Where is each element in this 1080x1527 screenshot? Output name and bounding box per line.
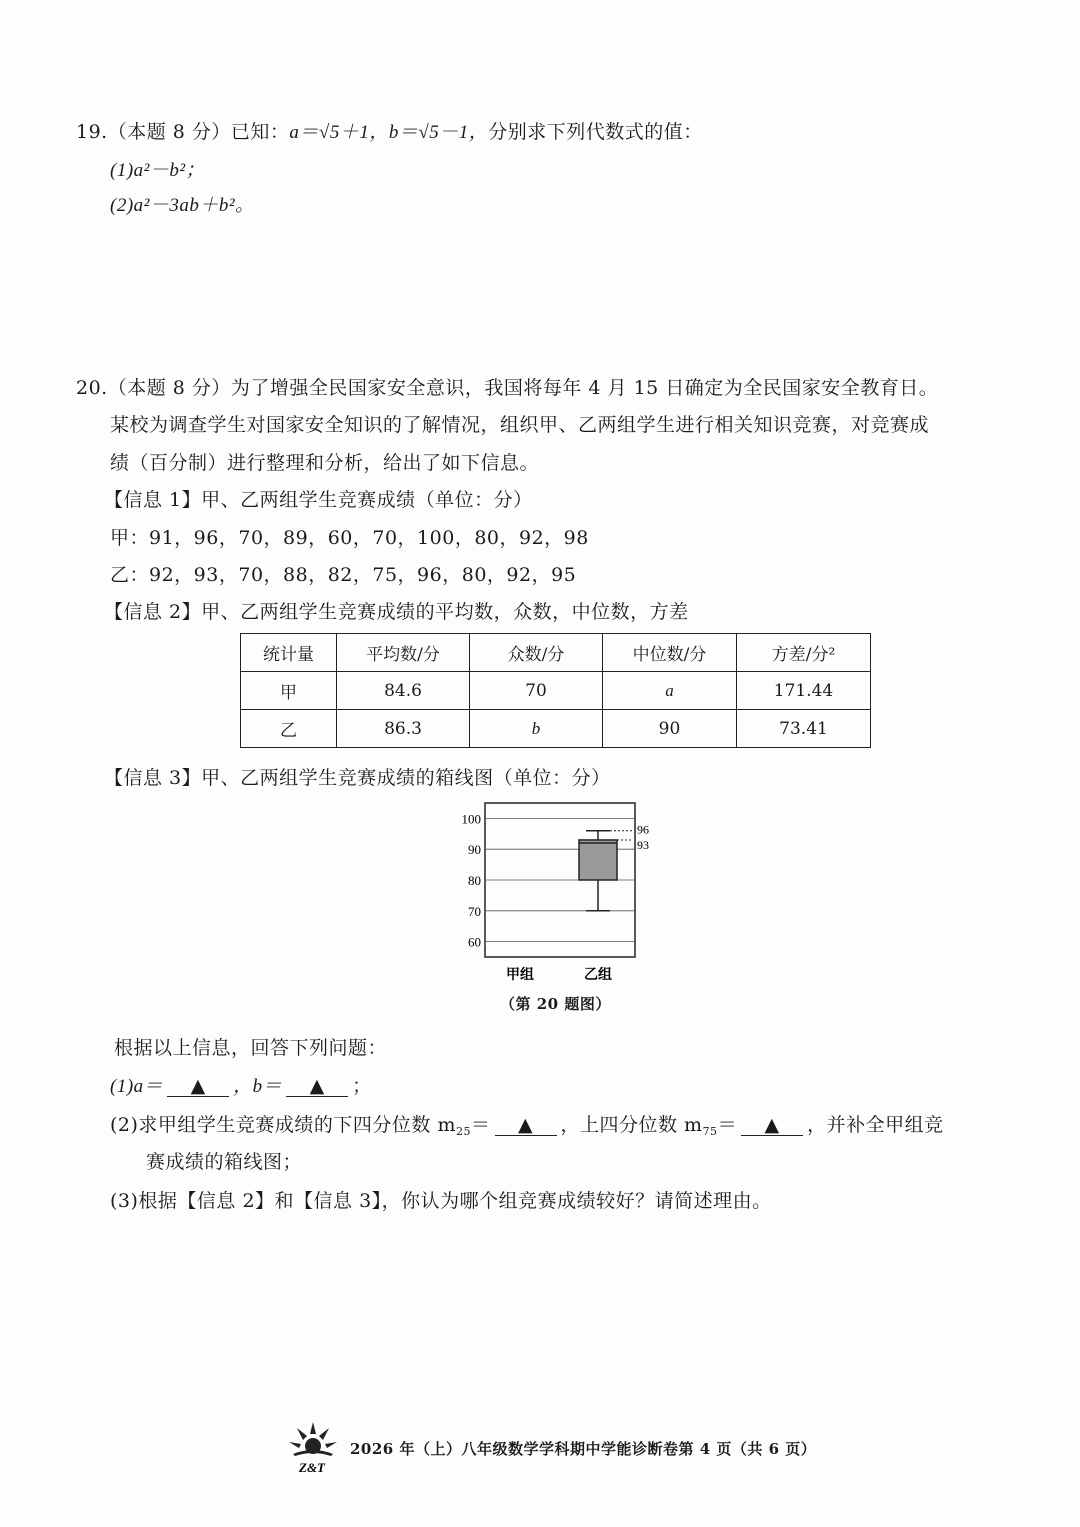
answer-blank-b[interactable]: ▲ — [286, 1076, 348, 1097]
question-3: (3)根据【信息 2】和【信息 3】，你认为哪个组竞赛成绩较好？请简述理由。 — [110, 1190, 772, 1212]
info1-jia-scores: 甲：91，96，70，89，60，70，100，80，92，98 — [110, 527, 589, 549]
table-header-row — [241, 634, 871, 672]
q19-part1: (1)a²－b²； — [110, 160, 206, 181]
q2-mid: ，上四分位数 m — [560, 1114, 703, 1136]
box-plot-chart — [440, 795, 670, 990]
y-tick-label: 100 — [461, 811, 481, 827]
question-1 — [110, 1071, 372, 1098]
annotation-max: 96 — [637, 822, 649, 837]
page-footer: 2026 年（上）八年级数学学科期中学能诊断卷第 4 页（共 6 页） — [350, 1440, 817, 1458]
table-cell: 乙 — [241, 710, 337, 748]
q19-header — [76, 117, 703, 144]
table-cell: b — [470, 710, 603, 748]
q2-start: (2)求甲组学生竞赛成绩的下四分位数 m — [110, 1114, 456, 1136]
q1-end: ； — [352, 1075, 372, 1097]
q19-task: 分别求下列代数式的值： — [488, 121, 703, 143]
q19-part2: (2)a²－3ab＋b²。 — [110, 195, 255, 216]
table-cell: 171.44 — [737, 672, 871, 710]
x-category-label: 甲组 — [506, 967, 534, 983]
publisher-logo — [283, 1418, 343, 1476]
table-cell: 70 — [470, 672, 603, 710]
x-category-label: 乙组 — [584, 967, 612, 983]
table-header-cell: 方差/分² — [737, 634, 871, 672]
answer-blank-m75[interactable]: ▲ — [741, 1115, 803, 1136]
q19-given: a＝√5＋1，b＝√5－1， — [289, 122, 489, 143]
table-cell: 86.3 — [337, 710, 470, 748]
table-cell: 甲 — [241, 672, 337, 710]
answer-blank-a[interactable]: ▲ — [167, 1076, 229, 1097]
table-cell: 84.6 — [337, 672, 470, 710]
q1-a-label: (1)a＝ — [110, 1076, 164, 1097]
info1-title: 【信息 1】甲、乙两组学生竞赛成绩（单位：分） — [104, 489, 533, 511]
y-tick-label: 90 — [468, 842, 481, 858]
q2-eq1: ＝ — [470, 1114, 491, 1136]
table-cell: a — [603, 672, 737, 710]
table-header-cell: 中位数/分 — [603, 634, 737, 672]
info3-title: 【信息 3】甲、乙两组学生竞赛成绩的箱线图（单位：分） — [104, 767, 611, 789]
table-cell: 90 — [603, 710, 737, 748]
y-tick-label: 80 — [468, 873, 481, 888]
figure-caption: （第 20 题图） — [500, 995, 611, 1013]
table-header-cell: 统计量 — [241, 634, 337, 672]
q2-end: ，并补全甲组竞 — [807, 1114, 944, 1136]
q1-b-label: ，b＝ — [233, 1076, 283, 1097]
logo-text: Z&T — [299, 1460, 325, 1475]
iqr-box — [579, 840, 617, 880]
table-row — [241, 710, 871, 748]
q20-line3: 绩（百分制）进行整理和分析，给出了如下信息。 — [110, 452, 540, 474]
questions-intro: 根据以上信息，回答下列问题： — [114, 1037, 388, 1059]
table-row — [241, 672, 871, 710]
answer-blank-m25[interactable]: ▲ — [495, 1115, 557, 1136]
annotation-q3: 93 — [637, 837, 649, 852]
question-2-line2: 赛成绩的箱线图； — [146, 1151, 303, 1173]
q20-line1: 20.（本题 8 分）为了增强全民国家安全意识，我国将每年 4 月 15 日确定为全民国家安全教育日。 — [76, 377, 939, 399]
table-header-cell: 平均数/分 — [337, 634, 470, 672]
table-header-cell: 众数/分 — [470, 634, 603, 672]
q20-line2: 某校为调查学生对国家安全知识的了解情况，组织甲、乙两组学生进行相关知识竞赛，对竞赛成 — [110, 414, 930, 436]
question-2 — [110, 1110, 944, 1138]
q19-header-text: 19.（本题 8 分）已知： — [76, 121, 290, 143]
stats-table — [240, 633, 871, 748]
q2-eq2: ＝ — [717, 1114, 738, 1136]
q2-sub25: 25 — [455, 1125, 471, 1138]
table-cell: 73.41 — [737, 710, 871, 748]
y-tick-label: 70 — [468, 903, 481, 919]
info1-yi-scores: 乙：92，93，70，88，82，75，96，80，92，95 — [110, 564, 577, 586]
info2-title: 【信息 2】甲、乙两组学生竞赛成绩的平均数，众数，中位数，方差 — [104, 601, 689, 623]
y-tick-label: 60 — [468, 934, 481, 950]
q2-sub75: 75 — [702, 1125, 718, 1138]
